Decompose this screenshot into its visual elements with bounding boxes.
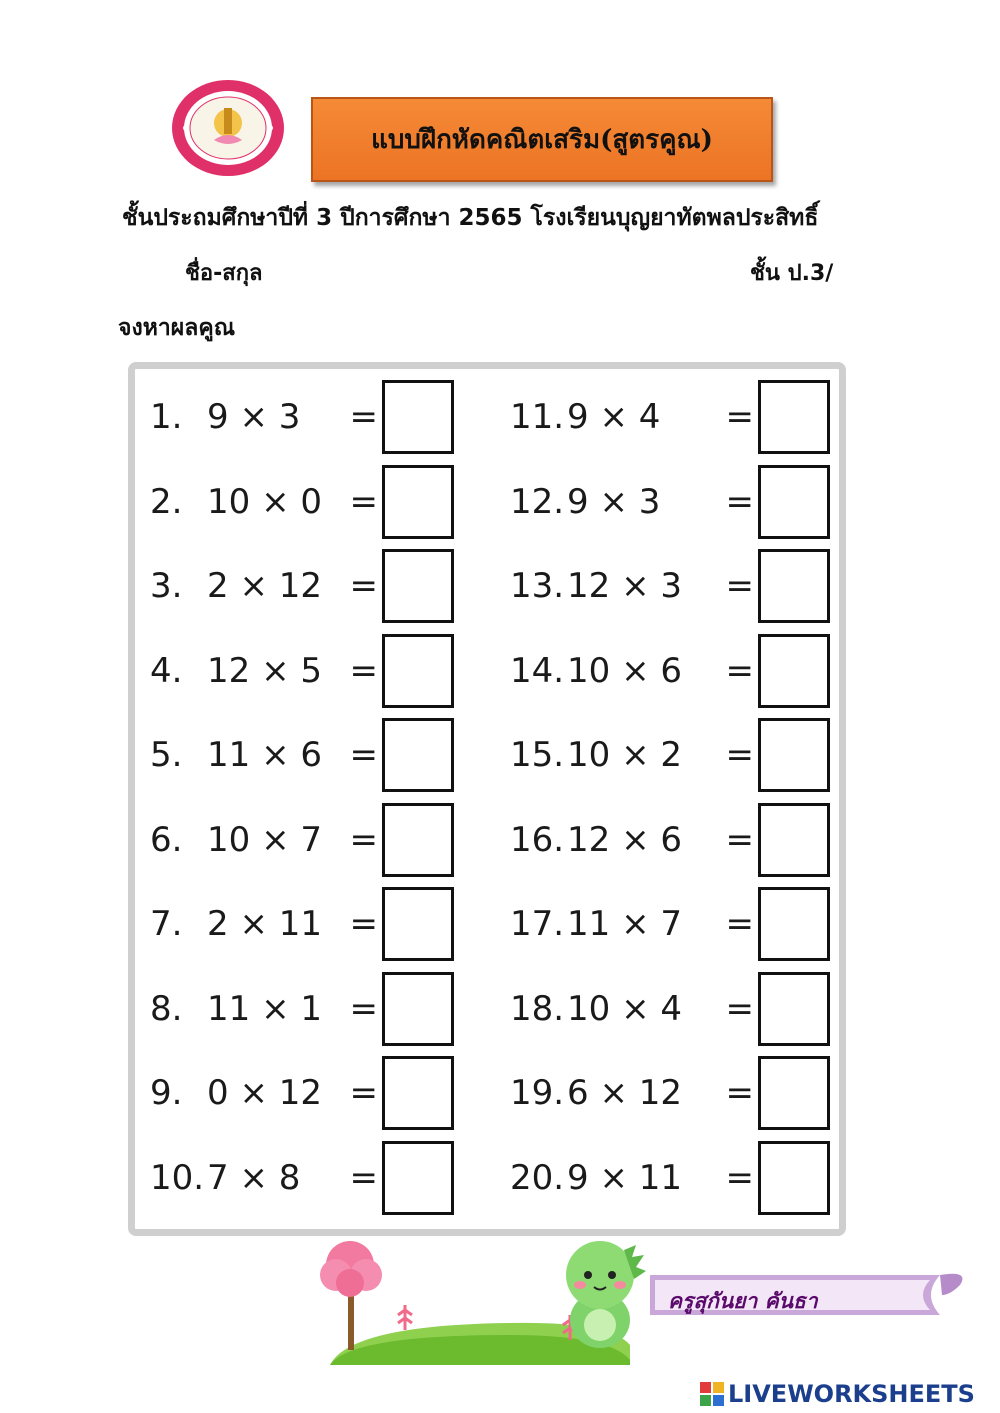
answer-box[interactable] (758, 1141, 830, 1215)
problem-row (150, 885, 456, 963)
problem-number: 2. (150, 481, 183, 522)
problem-expression: 10 × 2 (567, 735, 682, 775)
class-label: ชั้น ป.3/ (750, 261, 834, 286)
equals-sign: = (725, 566, 754, 606)
answer-box[interactable] (382, 549, 454, 623)
equals-sign: = (349, 735, 378, 775)
equals-sign: = (725, 1157, 754, 1198)
problem-row (150, 970, 456, 1048)
answer-box[interactable] (382, 465, 454, 539)
equals-sign: = (349, 650, 378, 691)
equals-sign: = (349, 904, 378, 944)
problem-row (150, 716, 456, 794)
problem-expression: 0 × 12 (207, 1073, 322, 1113)
answer-box[interactable] (758, 803, 830, 877)
problem-number: 12. (510, 481, 565, 522)
problem-row (150, 378, 456, 456)
answer-box[interactable] (382, 1056, 454, 1130)
answer-box[interactable] (758, 380, 830, 454)
problem-expression: 11 × 7 (567, 904, 682, 944)
problem-row (150, 801, 456, 879)
problem-row (150, 463, 456, 541)
equals-sign: = (349, 1073, 378, 1113)
problem-expression: 9 × 11 (567, 1157, 682, 1198)
answer-box[interactable] (382, 718, 454, 792)
problem-expression: 11 × 6 (207, 735, 322, 775)
problem-expression: 7 × 8 (207, 1157, 312, 1198)
worksheet-title: แบบฝึกหัดคณิตเสริม(สูตรคูณ) (311, 97, 773, 182)
problem-expression: 10 × 7 (207, 819, 322, 860)
problem-number: 17. (510, 904, 565, 944)
equals-sign: = (725, 988, 754, 1029)
decorative-illustration (310, 1225, 970, 1375)
equals-sign: = (725, 650, 754, 691)
answer-box[interactable] (758, 465, 830, 539)
answer-box[interactable] (758, 549, 830, 623)
answer-box[interactable] (382, 1141, 454, 1215)
problem-number: 20. (510, 1157, 565, 1198)
liveworksheets-brand (700, 1380, 975, 1408)
problem-expression: 9 × 3 (567, 481, 672, 522)
problem-row (150, 1139, 456, 1217)
equals-sign: = (349, 988, 378, 1029)
problem-row (150, 1054, 456, 1132)
brand-text: LIVEWORKSHEETS (728, 1380, 975, 1408)
equals-sign: = (725, 904, 754, 944)
problem-number: 19. (510, 1073, 565, 1113)
problem-expression: 9 × 3 (207, 397, 312, 437)
liveworksheets-logo-icon (700, 1382, 724, 1406)
problem-number: 16. (510, 819, 565, 860)
problem-row (510, 632, 832, 710)
answer-box[interactable] (382, 380, 454, 454)
problem-expression: 12 × 6 (567, 819, 682, 860)
answer-box[interactable] (758, 1056, 830, 1130)
problem-number: 9. (150, 1073, 183, 1113)
equals-sign: = (725, 481, 754, 522)
problem-row (510, 1139, 832, 1217)
problem-expression: 12 × 3 (567, 566, 682, 606)
problem-number: 3. (150, 566, 183, 606)
problem-number: 6. (150, 819, 183, 860)
problem-expression: 10 × 6 (567, 650, 682, 691)
problem-row (510, 1054, 832, 1132)
problem-expression: 2 × 11 (207, 904, 322, 944)
equals-sign: = (725, 1073, 754, 1113)
problem-row (510, 885, 832, 963)
problem-expression: 10 × 4 (567, 988, 682, 1029)
equals-sign: = (349, 566, 378, 606)
equals-sign: = (725, 397, 754, 437)
grade-school-line: ชั้นประถมศึกษาปีที่ 3 ปีการศึกษา 2565 โรงเรียนบุญยาทัตพลประสิทธิ์ (122, 205, 819, 231)
name-label: ชื่อ-สกุล (185, 261, 263, 286)
answer-box[interactable] (758, 634, 830, 708)
problem-row (510, 716, 832, 794)
problem-expression: 2 × 12 (207, 566, 322, 606)
equals-sign: = (349, 1157, 378, 1198)
problem-number: 13. (510, 566, 565, 606)
problem-number: 14. (510, 650, 565, 691)
problem-number: 8. (150, 988, 183, 1029)
problem-number: 11. (510, 397, 565, 437)
equals-sign: = (725, 819, 754, 860)
equals-sign: = (349, 397, 378, 437)
problem-number: 4. (150, 650, 183, 691)
problem-row (510, 801, 832, 879)
answer-box[interactable] (758, 972, 830, 1046)
problem-row (510, 463, 832, 541)
problem-expression: 6 × 12 (567, 1073, 682, 1113)
teacher-name: ครูสุกันยา คันธา (668, 1288, 818, 1313)
answer-box[interactable] (382, 972, 454, 1046)
answer-box[interactable] (758, 718, 830, 792)
problem-row (510, 970, 832, 1048)
problem-number: 7. (150, 904, 183, 944)
equals-sign: = (349, 481, 378, 522)
problem-expression: 11 × 1 (207, 988, 322, 1029)
answer-box[interactable] (758, 887, 830, 961)
answer-box[interactable] (382, 634, 454, 708)
problem-expression: 10 × 0 (207, 481, 322, 522)
problem-row (510, 378, 832, 456)
problem-row (150, 632, 456, 710)
problem-number: 18. (510, 988, 565, 1029)
problem-row (150, 547, 456, 625)
school-logo (170, 78, 286, 178)
equals-sign: = (349, 819, 378, 860)
answer-box[interactable] (382, 887, 454, 961)
answer-box[interactable] (382, 803, 454, 877)
problem-number: 15. (510, 735, 565, 775)
problem-number: 10. (150, 1157, 205, 1198)
instruction: จงหาผลคูณ (118, 315, 236, 341)
problem-row (510, 547, 832, 625)
problem-expression: 12 × 5 (207, 650, 322, 691)
problem-number: 1. (150, 397, 183, 437)
problem-expression: 9 × 4 (567, 397, 672, 437)
equals-sign: = (725, 735, 754, 775)
problem-number: 5. (150, 735, 183, 775)
